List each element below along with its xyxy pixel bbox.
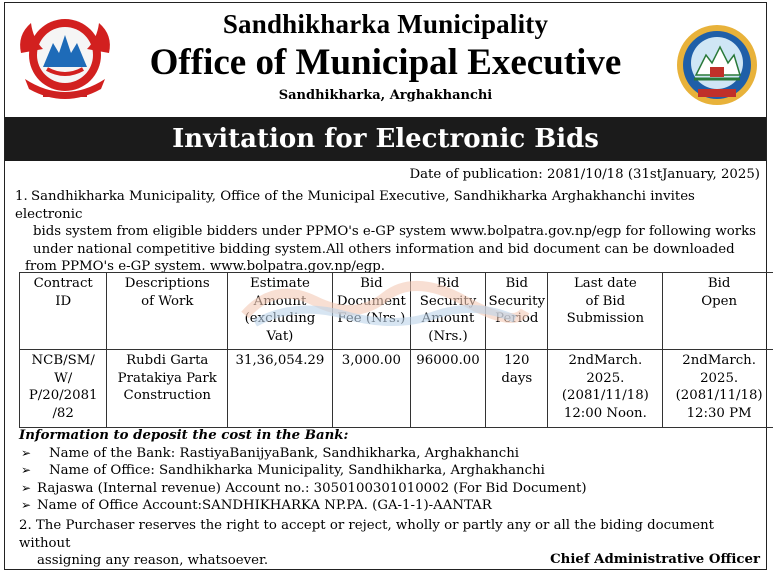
arrow-bullet-icon: ➢: [21, 498, 32, 513]
cell-contract-id: NCB/SM/ W/ P/20/2081 /82: [20, 350, 107, 428]
list-item: ➢ Name of Office Account:SANDHIKHARKA NP.PA. (GA-1-1)-AANTAR: [21, 498, 492, 514]
cell-description: Rubdi Garta Pratakiya Park Construction: [107, 350, 228, 428]
cell-security-period: 120 days: [486, 350, 548, 428]
arrow-bullet-icon: ➢: [21, 463, 32, 478]
office-address: Sandhikharka, Arghakhanchi: [278, 88, 493, 103]
cell-bid-open: 2ndMarch. 2025. (2081/11/18) 12:30 PM: [663, 350, 773, 428]
paragraph-line: from PPMO's e-GP system. www.bolpatra.gov.np/egp.: [25, 259, 386, 274]
header-security-period: Bid Security Period: [486, 273, 548, 350]
bank-info-title: Information to deposit the cost in the Bank:: [19, 428, 349, 443]
municipality-name: Sandhikharka Municipality: [222, 9, 549, 39]
arrow-bullet-icon: ➢: [21, 480, 32, 495]
paragraph-number: 2.: [19, 518, 32, 533]
paragraph-invitation: [15, 188, 763, 276]
cell-security-amount: 96000.00: [410, 350, 485, 428]
header-description: Descriptions of Work: [107, 273, 228, 350]
bid-notice: [4, 2, 767, 570]
bank-information: [19, 427, 764, 515]
arrow-bullet-icon: ➢: [21, 445, 32, 460]
notice-header: [5, 3, 766, 119]
signature-title: Chief Administrative Officer: [550, 552, 760, 567]
publication-date: Date of publication: 2081/10/18 (31stJanuary, 2025): [409, 167, 760, 182]
header-bid-open: Bid Open: [663, 273, 773, 350]
paragraph-number: 1.: [15, 189, 28, 204]
table-header-row: [20, 273, 773, 350]
header-estimate: Estimate Amount (excluding Vat): [228, 273, 333, 350]
bid-table: [19, 272, 773, 428]
notice-title-banner: Invitation for Electronic Bids: [5, 117, 766, 161]
table-row: [20, 350, 773, 428]
header-security-amount: Bid Security Amount (Nrs.): [410, 273, 485, 350]
paragraph-line: bids system from eligible bidders under PPMO's e-GP system www.bolpatra.gov.np/egp for following works: [33, 224, 757, 239]
list-item: ➢ Name of the Bank: RastiyaBanijyaBank, Sandhikharka, Arghakhanchi: [21, 445, 520, 461]
list-item: ➢ Rajaswa (Internal revenue) Account no.: 3050100301010002 (For Bid Document): [21, 480, 587, 496]
paragraph-reservation: 2. The Purchaser reserves the right to accept or reject, wholly or partly any or all the biding document without assigning any reason, whatsoever.: [19, 517, 764, 570]
cell-last-date: 2ndMarch. 2025. (2081/11/18) 12:00 Noon.: [548, 350, 663, 428]
paragraph-line: under national competitive bidding system.All others information and bid document can be downloaded: [33, 241, 735, 257]
office-name: Office of Municipal Executive: [149, 42, 622, 83]
cell-doc-fee: 3,000.00: [332, 350, 410, 428]
paragraph-line: Sandhikharka Municipality, Office of the Municipal Executive, Sandhikharka Arghakhanchi invites electronic: [15, 189, 695, 222]
header-doc-fee: Bid Document Fee (Nrs.): [332, 273, 410, 350]
list-item: ➢ Name of Office: Sandhikharka Municipality, Sandhikharka, Arghakhanchi: [21, 463, 545, 479]
paragraph-line: assigning any reason, whatsoever.: [37, 553, 269, 569]
header-contract-id: Contract ID: [20, 273, 107, 350]
municipality-logo-icon: [674, 23, 760, 107]
header-last-date: Last date of Bid Submission: [548, 273, 663, 350]
cell-estimate: 31,36,054.29: [228, 350, 333, 428]
